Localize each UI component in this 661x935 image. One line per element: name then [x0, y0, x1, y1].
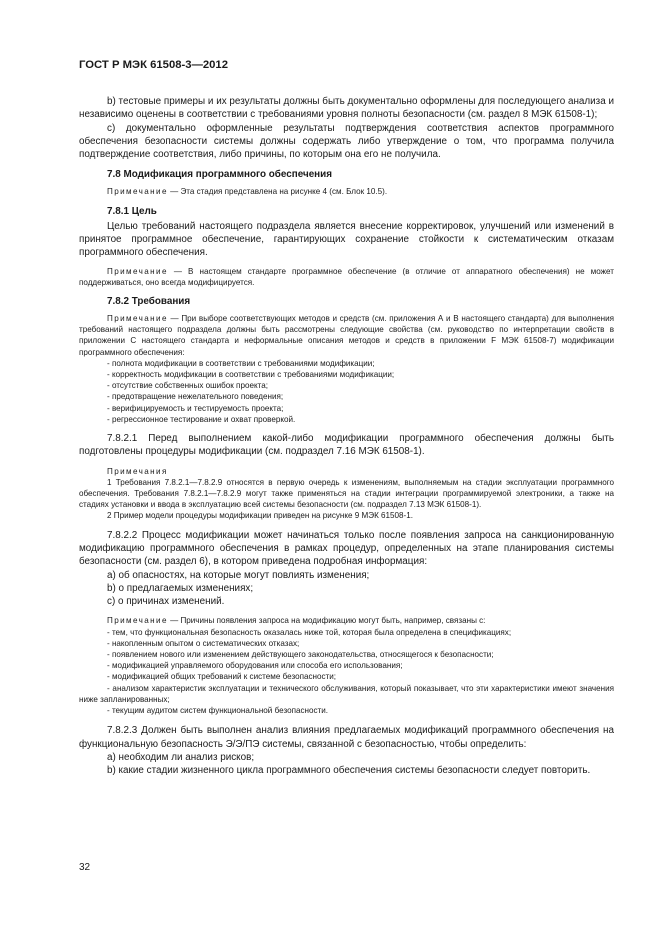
- paragraph-7-8-1: Целью требований настоящего подраздела является внесение корректировок, улучшений или изменений в принятое программное обеспечение, гарантирующих сохранение стойкости к систематическим отказам программного обеспечения.: [79, 220, 614, 259]
- list-item: - анализом характеристик эксплуатации и технического обслуживания, который показывает, что эти характеристики имеют значения ниже запланированных;: [79, 683, 614, 704]
- list-item: - появлением нового или изменением действующего законодательства, относящегося к безопасности;: [107, 650, 494, 660]
- list-item: - корректность модификации в соответствии с требованиями модификации;: [107, 370, 395, 379]
- list-item: - предотвращение нежелательного поведения;: [107, 392, 284, 402]
- note-text: — В настоящем стандарте программное обеспечение (в отличие от аппаратного обеспечения) не может поддерживаться, оно всегда модифицируется.: [79, 266, 614, 287]
- paragraph-item-c: c) документально оформленные результаты подтверждения соответствия аспектов программного обеспечения безопасности системы должны содержать либо утверждение о том, что программа получила подтверждение соответствия, либо причины, по которым она его не получила.: [79, 122, 614, 161]
- list-item: a) об опасностях, на которые могут повлиять изменения;: [107, 569, 370, 581]
- note-7-8-2-1-second: 2 Пример модели процедуры модификации приведен на рисунке 9 МЭК 61508-1.: [107, 511, 413, 521]
- note-7-8-1: [79, 266, 614, 288]
- note-7-8-2: [79, 313, 614, 358]
- paragraph-item-a: a) необходим ли анализ рисков;: [107, 751, 255, 763]
- document-header: ГОСТ Р МЭК 61508-3—2012: [79, 59, 228, 71]
- note-label: Примечание: [107, 187, 168, 197]
- note-label: Примечание: [107, 313, 168, 323]
- list-item: b) о предлагаемых изменениях;: [107, 582, 254, 594]
- notes-label-text: Примечания: [107, 466, 168, 476]
- note-text: — Эта стадия представлена на рисунке 4 (см. Блок 10.5).: [167, 187, 388, 197]
- reasons-list: [79, 627, 614, 717]
- list-item: c) о причинах изменений.: [107, 596, 225, 608]
- document-page: [79, 58, 614, 777]
- request-info-list: [79, 569, 614, 609]
- list-item: - верифицируемость и тестируемость проекта;: [107, 403, 284, 413]
- list-item: - полнота модификации в соответствии с требованиями модификации;: [107, 358, 375, 368]
- paragraph-item-b2: b) какие стадии жизненного цикла программного обеспечения системы безопасности следует повторить.: [107, 765, 591, 777]
- list-item: - модификацией общих требований к системе безопасности;: [107, 672, 336, 682]
- page-number: 32: [79, 862, 91, 873]
- note-label: Примечание: [107, 266, 168, 276]
- note-label: Примечание: [107, 616, 168, 626]
- section-heading-7-8: 7.8 Модификация программного обеспечения: [107, 169, 332, 181]
- note-7-8: [79, 186, 614, 197]
- list-item: - накопленным опытом о систематических отказах;: [107, 638, 300, 648]
- note-text: — При выборе соответствующих методов и средств (см. приложения А и В настоящего стандарта) для выполнения требований настоящего подраздела должны быть рассмотрены следующие свойства (см. руководство по интерпретации свойств в приложении С настоящего стандарта и неформальные описания методов и средств в приложении F МЭК 61508-7) модификации программного обеспечения:: [79, 313, 614, 357]
- paragraph-7-8-2-3: 7.8.2.3 Должен быть выполнен анализ влияния предлагаемых модификаций программного обеспечения на функциональную безопасность Э/Э/ПЭ системы, связанной с безопасностью, чтобы определить:: [79, 725, 614, 750]
- paragraph-7-8-2-1: 7.8.2.1 Перед выполнением какой-либо модификации программного обеспечения должны быть подготовлены процедуры модификации (см. подраздел 7.16 МЭК 61508-1).: [79, 433, 614, 458]
- note-7-8-2-1-first: 1 Требования 7.8.2.1—7.8.2.9 относятся в первую очередь к изменениям, выполняемым на стадии эксплуатации программного обеспечения. Требования 7.8.2.1—7.8.2.9 могут также применяться на стадии интеграции программируемой электроники, а также на стадиях установки и ввода в эксплуатацию всей системы безопасности (см. подраздел 7.13 МЭК 61508-1).: [79, 477, 614, 510]
- paragraph-7-8-2-2: 7.8.2.2 Процесс модификации может начинаться только после появления запроса на санкционированную модификацию программного обеспечения в рамках процедур, определенных на этапе планирования системы безопасности (см. раздел 6), в котором приведена подробная информация:: [79, 529, 614, 568]
- section-heading-7-8-1: 7.8.1 Цель: [107, 205, 157, 217]
- list-item: - регрессионное тестирование и охват проверкой.: [107, 414, 296, 424]
- list-item: - модификацией управляемого оборудования или способа его использования;: [107, 661, 403, 671]
- note-text: — Причины появления запроса на модификацию могут быть, например, связаны с:: [167, 616, 486, 626]
- paragraph-item-b: b) тестовые примеры и их результаты должны быть документально оформлены для последующего анализа и независимо оценены в соответствии с требованиями уровня полноты безопасности (см. раздел 8 МЭК 61508-1);: [79, 96, 614, 121]
- property-list: [79, 358, 614, 425]
- section-heading-7-8-2: 7.8.2 Требования: [107, 295, 191, 307]
- note-7-8-2-2: [79, 615, 614, 626]
- list-item: - тем, что функциональная безопасность оказалась ниже той, которая была определена в спецификациях;: [107, 627, 512, 637]
- list-item: - отсутствие собственных ошибок проекта;: [107, 381, 268, 391]
- list-item: - текущим аудитом систем функциональной безопасности.: [107, 706, 328, 716]
- notes-label: [79, 466, 614, 477]
